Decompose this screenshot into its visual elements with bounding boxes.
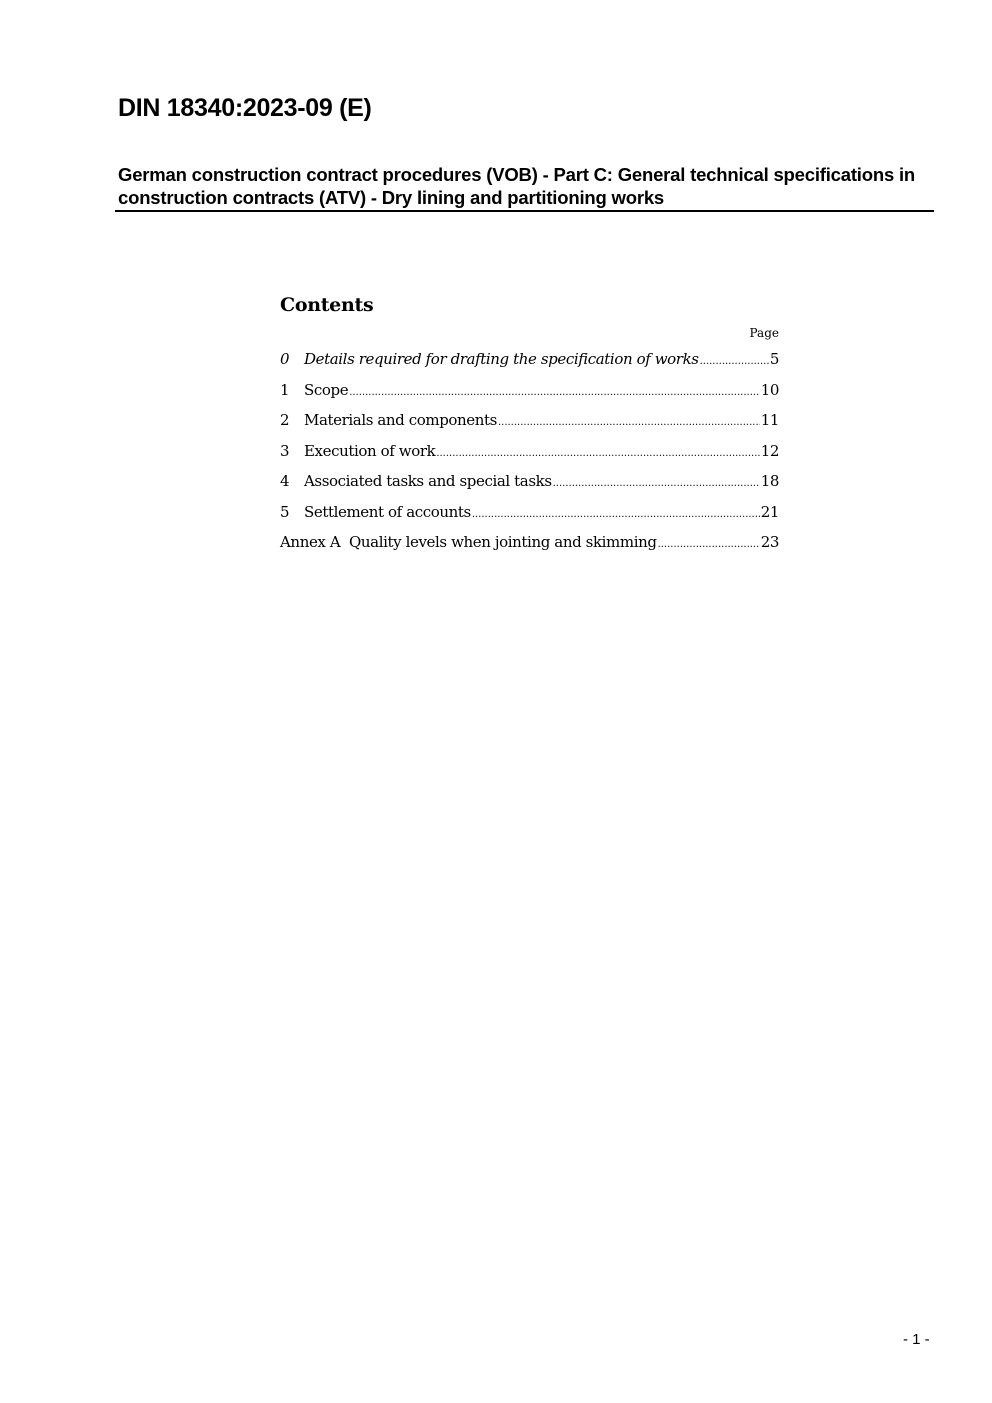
page-number: - 1 - — [903, 1331, 930, 1348]
toc-entry[interactable] — [280, 344, 779, 375]
toc-entry-label: Execution of work — [304, 441, 436, 460]
toc-entry-number: 4 — [280, 472, 290, 490]
table-of-contents — [280, 294, 779, 558]
toc-heading: Contents — [280, 294, 374, 316]
toc-entry[interactable] — [280, 405, 779, 436]
toc-entry-number: 5 — [280, 502, 290, 521]
dot-leader — [553, 466, 760, 500]
toc-entry-annex[interactable] — [280, 527, 779, 558]
toc-entry-label: Settlement of accounts — [304, 502, 471, 521]
toc-entry-page: 21 — [760, 502, 779, 521]
toc-entry[interactable] — [280, 375, 779, 406]
dot-leader — [658, 527, 760, 561]
dot-leader — [700, 344, 769, 378]
toc-entry[interactable] — [280, 436, 779, 467]
toc-entry-page: 18 — [760, 472, 779, 490]
toc-entry-label: Annex A Quality levels when jointing and skimming — [280, 533, 657, 551]
toc-entry-number: 0 — [280, 350, 290, 368]
title-divider — [115, 210, 934, 212]
toc-entry-number: 2 — [280, 411, 290, 429]
toc-entry-page: 5 — [769, 350, 779, 368]
toc-entry-label: Scope — [304, 380, 349, 399]
dot-leader — [498, 405, 760, 439]
toc-entry-page: 10 — [760, 380, 779, 399]
toc-page-label: Page — [749, 326, 779, 340]
toc-entry-page: 11 — [760, 411, 779, 429]
toc-entry[interactable] — [280, 466, 779, 497]
toc-entry[interactable] — [280, 497, 779, 528]
toc-entry-label: Materials and components — [304, 411, 497, 429]
toc-entry-number: 1 — [280, 380, 290, 399]
toc-entry-label: Details required for drafting the specification of works — [304, 350, 699, 368]
document-subtitle: German construction contract procedures (VOB) - Part C: General technical specifications in construction contracts (ATV) - Dry lining and partitioning works — [118, 164, 916, 208]
dot-leader — [472, 497, 760, 531]
toc-entry-number: 3 — [280, 441, 290, 460]
document-title: DIN 18340:2023-09 (E) — [118, 94, 372, 122]
toc-entry-page: 23 — [760, 533, 779, 551]
dot-leader — [436, 436, 759, 470]
toc-entry-label: Associated tasks and special tasks — [304, 472, 552, 490]
toc-entry-page: 12 — [760, 441, 779, 460]
dot-leader — [349, 375, 760, 409]
